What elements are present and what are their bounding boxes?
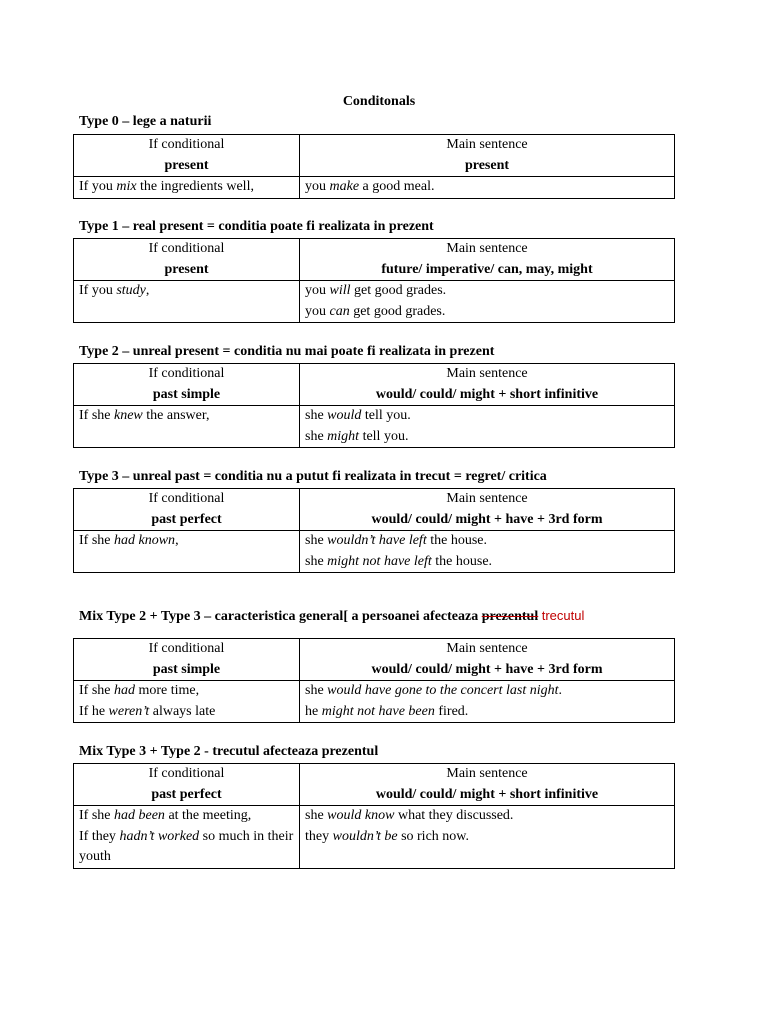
section-heading: Type 2 – unreal present = conditia nu mai poate fi realizata in prezent [79,344,495,359]
table-header-row [74,639,675,681]
if-tense-label: present [164,261,209,277]
example-line: she would know what they discussed. [305,808,514,823]
example-line: If you mix the ingredients well, [79,179,254,194]
table-header-row [74,239,675,281]
example-line: she might not have left the house. [305,553,493,569]
table-row [74,177,675,199]
main-header-label: Main sentence [446,366,528,381]
example-line: you can get good grades. [305,303,446,319]
main-example-cell [300,531,675,573]
main-header-label: Main sentence [446,491,528,506]
if-tense-label: past perfect [151,786,222,802]
if-tense-label: past simple [152,386,221,402]
section-heading: Type 3 – unreal past = conditia nu a putut fi realizata in trecut = regret/ critica [79,469,547,484]
main-sentence-header-cell [300,135,675,177]
conditional-table [73,238,675,323]
example-line: you will get good grades. [305,283,447,298]
example-line: If she had known, [79,533,179,548]
example-line: If she had more time, [79,683,200,698]
table-header-row [74,364,675,406]
if-tense-label: present [164,157,209,173]
if-header-label: If conditional [148,491,225,506]
main-tense-label: would/ could/ might + have + 3rd form [371,511,603,527]
main-sentence-header-cell [300,364,675,406]
main-header-label: Main sentence [446,241,528,256]
section-heading-text: Mix Type 2 + Type 3 – caracteristica general[ a persoanei afecteaza [79,609,482,624]
example-line: she wouldn’t have left the house. [305,533,487,548]
main-example-cell [300,806,675,869]
main-example-cell [300,681,675,723]
main-header-label: Main sentence [446,641,528,656]
if-conditional-header-cell [74,364,300,406]
if-example-cell [74,406,300,448]
example-line: she would tell you. [305,408,411,423]
example-line: he might not have been fired. [305,703,469,719]
table-row [74,681,675,723]
table-row [74,806,675,869]
conditional-table [73,488,675,573]
section-heading: Mix Type 3 + Type 2 - trecutul afecteaza prezentul [79,744,379,759]
document-title: Conditonals [342,94,416,109]
conditional-table [73,134,675,199]
table-header-row [74,135,675,177]
if-example-cell [74,681,300,723]
main-header-label: Main sentence [446,766,528,781]
main-sentence-header-cell [300,489,675,531]
if-example-cell [74,177,300,199]
main-tense-label: would/ could/ might + short infinitive [375,786,599,802]
struck-word: prezentul [481,609,539,624]
table-row [74,531,675,573]
if-example-cell [74,531,300,573]
main-sentence-header-cell [300,239,675,281]
if-conditional-header-cell [74,489,300,531]
if-conditional-header-cell [74,639,300,681]
main-header-label: Main sentence [446,137,528,152]
example-line: If she had been at the meeting, [79,808,252,823]
if-header-label: If conditional [148,641,225,656]
if-header-label: If conditional [148,366,225,381]
main-sentence-header-cell [300,764,675,806]
main-example-cell [300,177,675,199]
example-line: If you study, [79,283,150,298]
if-example-cell [74,806,300,869]
section-heading: Type 0 – lege a naturii [79,114,212,129]
handwritten-correction: trecutul [541,608,585,623]
main-example-cell [300,406,675,448]
conditional-table [73,363,675,448]
table-row [74,281,675,323]
if-conditional-header-cell [74,135,300,177]
if-conditional-header-cell [74,239,300,281]
example-line: If they hadn’t worked so much in their youth [79,828,294,864]
main-tense-label: would/ could/ might + short infinitive [375,386,599,402]
main-tense-label: future/ imperative/ can, may, might [381,261,593,277]
if-header-label: If conditional [148,766,225,781]
section-heading: Type 1 – real present = conditia poate fi realizata in prezent [79,219,434,234]
example-line: If she knew the answer, [79,408,210,423]
conditional-table [73,763,675,869]
main-example-cell [300,281,675,323]
main-tense-label: present [464,157,510,173]
example-line: she might tell you. [305,428,409,444]
if-tense-label: past perfect [151,511,222,527]
if-example-cell [74,281,300,323]
example-line: they wouldn’t be so rich now. [305,828,469,844]
if-tense-label: past simple [152,661,221,677]
table-header-row [74,764,675,806]
example-line: she would have gone to the concert last night. [305,683,563,698]
section-heading [79,606,584,627]
table-header-row [74,489,675,531]
main-sentence-header-cell [300,639,675,681]
conditional-table [73,638,675,723]
main-tense-label: would/ could/ might + have + 3rd form [371,661,603,677]
if-header-label: If conditional [148,137,225,152]
if-header-label: If conditional [148,241,225,256]
table-row [74,406,675,448]
example-line: If he weren’t always late [79,703,216,719]
example-line: you make a good meal. [305,179,435,194]
if-conditional-header-cell [74,764,300,806]
